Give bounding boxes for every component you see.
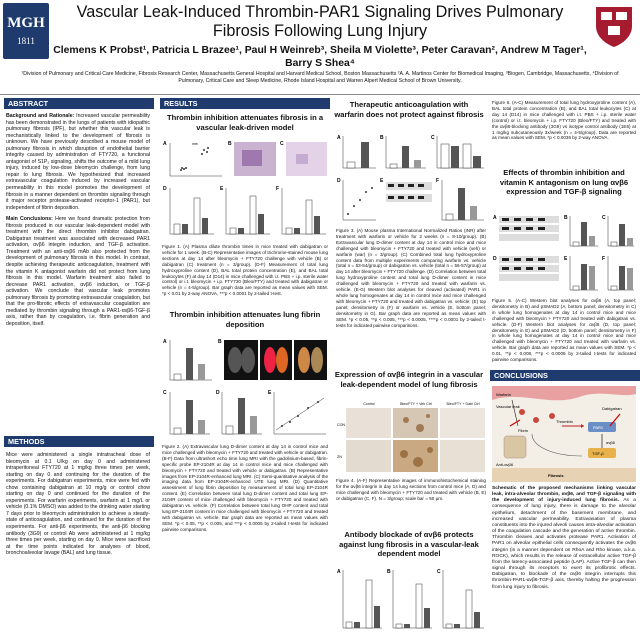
figure-2-graphics (162, 336, 328, 440)
main-conclusions-label: Main Conclusions: (6, 216, 53, 223)
figure-5-western-panels (492, 212, 636, 294)
svg-text:E: E (564, 256, 568, 262)
svg-text:B: B (387, 569, 391, 575)
abstract-body (6, 113, 150, 333)
svg-text:B: B (380, 135, 384, 141)
fig7-title: Effects of thrombin inhibition and vitamin K antagonism on lung αvβ6 expression and TGF-β signaling (499, 168, 629, 196)
poster-affiliations: ¹Division of Pulmonary and Critical Care Medicine, Fibrosis Research Center, Massachusetts General Hospital and Harvard Medical School, Boston Massachusetts ²A. A. Martinos Center for Biomedical Imaging, ³Biogen, Cambridge, Massachusetts, ⁴Division of Pulmonary, Critical Care and Sleep Medicine, Rhode Island Hospital and Warren Alpert Medical School of Brown University. (21, 71, 619, 84)
poster-title: Vascular Leak-Induced Thrombin-PAR1 Signaling Drives Pulmonary Fibrosis Following Lung Injury (76, 3, 564, 40)
svg-text:D: D (163, 186, 167, 192)
background-label: Background and Rationale: (6, 113, 75, 119)
background-text: Increased vascular permeability has been demonstrated in the lungs of patients with idiopathic pulmonary fibrosis (IPF), but whether this vascular leak is mechanistically linked to the development of fibrosis is unknown. We have previously described a mouse model of pulmonary fibrosis in which disruption of endothelial barrier integrity caused by administration of FTY720, a functional antagonist of S1P₁ signaling, shifts the outcome of a mild lung injury, induced by low-dose bleomycin challenge, from lung repair to lung fibrosis. We hypothesized that increased extravascular coagulation induced by increased vascular permeability in this model promotes the development of fibrosis in a manner dependent on thrombin signaling through it major receptor protease-activated receptor-1 (PAR1), but independent of fibrin deposition. (6, 113, 150, 211)
mgh-logo (3, 3, 49, 59)
logo-year: 1811 (17, 36, 35, 46)
svg-text:B: B (228, 141, 232, 147)
mechanism-schematic-graphics (492, 386, 636, 482)
fig1-title: Thrombin inhibition attenuates fibrosis in a vascular leak-driven model (166, 113, 324, 132)
svg-text:B: B (218, 339, 222, 345)
main-conclusions-text: Here we found dramatic protection from fibrosis produced in our vascular leak-dependent model with treatment with the direct thrombin inhibitor dabigatran. Dabigatran treatment was associated with decreased PAR1 activation, αvβ6 integrin induction, and TGF-β activation. Treatment with an anti-αvβ6 mAb also protected from the development of pulmonary fibrosis in this model. In contrast, despite achieving therapeutic anticoagulation, treatment with the vitamin K antagonist warfarin did not protect from lung fibrosis in this model. Warfarin treatment also failed to decrease PAR1 activation, αvβ6 induction, or TGF-β activation. We conclude that vascular leak promotes pulmonary fibrosis by promoting extravascular coagulation, but that the pro-fibrotic effects of extravascular coagulation are mediated by thrombin signaling through a PAR1-αvβ6-TGF-β axis, rather than by coagulation, i.e. fibrin generation and deposition, itself. (6, 216, 150, 327)
svg-text:A: A (337, 135, 341, 141)
svg-text:F: F (276, 186, 280, 192)
svg-text:E: E (380, 178, 384, 184)
figure-1-graphics (162, 138, 328, 240)
svg-text:A: A (163, 141, 167, 147)
schematic-label-par1: PAR1 (593, 425, 604, 430)
svg-text:C: C (431, 135, 435, 141)
logo-text: MGH (7, 15, 45, 31)
schematic-label-fibrosis: Fibrosis (548, 473, 564, 478)
fig5-title: Antibody blockade of αvβ6 protects against lung fibrosis in a vascular-leak dependent model (339, 530, 479, 558)
svg-text:A: A (337, 569, 341, 575)
fig6-caption: Figure 6. (A-C) Measurement of total lung hydroxyproline content (A), BAL total protein concentration (B), and BAL total leukocytes (C) at day 14 (D14) in mice challenged with i.t. PBS + i.p. sterile water (control) or i.t. bleomycin + i.p. FTY720 (Bleo/FTY) and treated with the αvβ6-blocking antibody (3G9) vs isotype control antibody (1E6) at 1 mg/kg subcutaneously 3x/week (n = 4-5/group). Data are reported as mean values with SEM. *p < 0.0036 by 2-way ANOVA. (492, 100, 636, 141)
methods-body: Mice were administered a single intratracheal dose of bleomycin at 0.1 U/kg on day 0 and administered intraperitoneal FTY720 at 1 mg/kg three times per week, starting on day 0 and continuing for the duration of the experiments. For dabigatran experiments, mice were fed with chow containing dabigatran at 10 mg/g or control chow starting on day 0 and continued for the duration of the experiments. For warfarin experiments, warfarin at 1 mg/L or vehicle (0.1% DMSO) was added to the drinking water starting 7 days prior to bleomycin administration to achieve a steady-state of anticoagulation, and continued for the duration of the experiments. For anti-β6 experiments, the anti-β6 blocking antibody (3G9) or control Ab were administered at 1 mg/kg three times per week, starting on day 0. Mice were sacrificed at the time points indicated for analyses of blood, bronchoalveolar lavage (BAL) and lung tissue. (6, 452, 150, 557)
figure-4-graphics (336, 402, 486, 474)
abstract-heading: ABSTRACT (4, 98, 154, 109)
fig5-caption: Figure 5. (A-C) Western blot analyses for αvβ6 (A, top panel; densitometry in B) and pSMAD2 (A, bottom panel; densitometry in C) in whole lung homogenates at day 14 in control mice and mice challenged with bleomycin + FTY720 and treated with dabigatran vs. vehicle. (D-F) Western blot analyses for αvβ6 (D, top panel; densitometry in E) and pSMAD2 (D, bottom panel; densitometry in F) in whole lung homogenates at day 14 in control mice and mice challenged with bleomycin + FTY720 and treated with warfarin vs. vehicle. Bar graph data are reported as mean values with SEM. *p < 0.01, **p < 0.008, ***p < 0.0005 by 2-tailed t-tests for indicated pairwise comparisons. (492, 298, 636, 363)
svg-text:D: D (216, 390, 220, 396)
figure-5-western-graphics (492, 212, 636, 294)
schematic-label-thrombin: Thrombin (556, 419, 573, 424)
figure-4-panels (336, 402, 486, 474)
schematic-label-avb6: αvβ6 (606, 440, 615, 445)
figure-3-panels (336, 132, 486, 224)
schematic-label-dabigatran: Dabigatran (602, 406, 622, 411)
mechanism-schematic (492, 386, 636, 482)
svg-text:E: E (268, 390, 272, 396)
fig4-col-control: Control (363, 402, 375, 406)
svg-text:C: C (602, 215, 606, 221)
figure-1-panels (162, 138, 328, 240)
figure-3-graphics (336, 132, 486, 224)
svg-text:CON: CON (337, 423, 345, 427)
poster-header (0, 0, 640, 92)
fig4-col-dabi: Bleo/FTY + Dabi Ctrl (446, 402, 480, 406)
fig2-caption: Figure 2. (A) Extravascular lung D-dimer content at day 14 in control mice and mice challenged with bleomycin + FTY720 and treated with vehicle or dabigatran. (B-F) Data from ultrashort echo time lung MRI with the gadolinium-based, fibrin-specific probe EP-2104R at day 14 in control mice and mice challenged with bleomycin + FTY720 and treated with vehicle or dabigatran. (B) Representative images from EP-2104R-enhanced lung MRI. (C) Semi-quantitative analysis of the imaging data from EP-2104R-enhanced UTE lung MRI. (D) Quantitative assessment of lung fibrin deposition by measurement of total lung EP-2104R content. (E) Correlation between total lung D-dimer content and total lung EP-2104R content of mice challenged with bleomycin + FTY720 and treated with dabigatran vs. vehicle. (F) Correlation between total lung OHP content and total lung EP-2104R content in mice challenged with bleomycin + FTY720 and treated with dabigatran vs. vehicle. Bar graph data are reported as mean values with SEM. *p < 0.05, **p < 0.005, and ***p < 0.0005 by 2-tailed t-tests for indicated pairwise comparisons. (162, 444, 328, 532)
conclusions-bold: Schematic of the proposed mechanisms linking vascular leak, intra-alveolar thrombin, αvβ6, and TGF-β signaling with the development of injury-induced lung fibrosis. (492, 486, 636, 504)
svg-text:D: D (337, 178, 341, 184)
header-divider (0, 94, 640, 95)
poster-authors: Clemens K Probst¹, Patricia L Brazee¹, Paul H Weinreb³, Sheila M Violette³, Peter Caravan², Andrew M Tager¹, Barry S Shea⁴ (53, 45, 587, 69)
svg-text:C: C (437, 569, 441, 575)
svg-text:D: D (493, 256, 497, 262)
conclusions-text: As a consequence of lung injury, there is damage to the alveolar epithelium, detachment of the basement membrane, and increased vascular permeability. Extravasation of plasma constituents into the injured alveoli causes intra-alveolar activation of the coagulation cascade and the generation of active thrombin. Thrombin cleaves and activates protease PAR1. Activation of PAR1 on alveolar epithelial cells consequently activates the αvβ6 integrin (in a manner dependent on RhoA and Rho kinase, a.k.a. ROCK), which results in the release of extracellular active TGF-β from the latency-associated peptide (LAP). Active TGF-β can then signal through its receptors to exert its profibrotic effects. Dabigatran, to blockade of the αvβ6 integrin interrupts this thrombin-PAR1-αvβ6-TGF-β axis, thereby halting the progression from lung injury to fibrosis. (492, 498, 637, 590)
fig3-title: Therapeutic anticoagulation with warfarin does not protect against fibrosis (334, 100, 484, 119)
svg-text:E: E (220, 186, 224, 192)
svg-text:F: F (436, 178, 440, 184)
svg-text:F: F (602, 256, 606, 262)
svg-text:A: A (163, 339, 167, 345)
figure-5-graphics (336, 566, 486, 634)
fig4-col-vehicle: Bleo/FTY + Veh Ctrl (400, 402, 432, 406)
figure-2-panels (162, 336, 328, 440)
harvard-shield-icon (592, 4, 636, 48)
results-heading: RESULTS (160, 98, 330, 109)
schematic-label-tgfb: TGF-β (592, 451, 604, 456)
schematic-label-fibrin: Fibrin (518, 428, 529, 433)
schematic-label-warfarin: Warfarin (496, 392, 511, 397)
svg-text:***: *** (192, 143, 198, 149)
svg-text:C: C (280, 141, 284, 147)
fig4-title: Expression of αvβ6 integrin in a vascular leak-dependent model of lung fibrosis (334, 370, 484, 389)
methods-heading: METHODS (4, 436, 154, 447)
figure-5-panels (336, 566, 486, 634)
fig1-caption: Figure 1. (A) Plasma dilute thrombin times in mice treated with dabigatran or vehicle for 1 week. (B-C) Representative images of trichrome-stained mouse lung sections at day 14 after bleomycin + FTY720 challenge with vehicle (B) or dabigatran (C) treatment (n = 3/group). (D-F) Measurement of total lung hydroxyproline content (D), BAL total protein concentration (E), and BAL total leukocytes (F) at day 14 (D14) in mice challenged with i.t. PBS + i.p. sterile water control) or i.t. bleomycin + i.p. FTY720 (Bleo/FTY) and treated with dabigatran or vehicle (n = 4-5/group). Bar graph data are reported as mean values with SEM. *p < 0.01 by 2-way ANOVA, ***p < 0.0001 by 2-tailed t-test. (162, 244, 328, 297)
conclusions-heading: CONCLUSIONS (490, 370, 640, 381)
fig4-caption: Figure 4. (A-F) Representative images of immunohistochemical staining for the αvβ6 integrin in day 14 lung sections from control mice (A, D) and mice challenged with bleomycin + FTY720 and treated with vehicle (B, E) or dabigatran (C, F). N = 3/group; scale bar = 50 μm. (336, 478, 486, 501)
svg-text:B: B (564, 215, 568, 221)
svg-text:ZN: ZN (337, 455, 342, 459)
fig2-title: Thrombin inhibition attenuates lung fibrin deposition (169, 310, 321, 329)
schematic-label-anti-avb6: Anti-αvβ6 (496, 462, 514, 467)
svg-text:C: C (163, 390, 167, 396)
fig3-caption: Figure 3. (A) Mouse plasma International Normalized Ratios (INR) after treatment with warfarin or vehicle for 2 weeks (n = 8-10/group). (B) Extravascular lung D-dimer content at day 14 in control mice and mice challenged with bleomycin + FTY720 and treated with vehicle (veh) or warfarin (war) (n = 3/group). (C) Combined total lung hydroxyproline content data from multiple experiments comparing warfarin vs. vehicle (total n = 53-54/group) or dabigatran vs. vehicle (total n = 56-57/group) at day 14 after bleomycin + FTY720 challenge. (D) Correlation between total lung hydroxyproline content and total lung D-dimer content in mice challenged with bleomycin + FTY720 and treated with warfarin vs. vehicle. (E-G) Western blot analyses for cleaved (activated) PAR1 in whole lung homogenates at day 14 in control mice and mice challenged with bleomycin + FTY720 and treated with dabigatran vs. vehicle: (E) top panel; densitometry in (F) or warfarin vs. vehicle (E, bottom panel; densitometry in G). Bar graph data are reported as mean values with SEM. *p < 0.05, **p < 0.005, ***p < 0.0005, ****p < 0.0001 by 2-tailed t-tests for indicated pairwise comparisons. (336, 228, 487, 328)
svg-text:A: A (493, 215, 497, 221)
schematic-label-leak: Vascular leak (496, 404, 520, 409)
conclusions-body (492, 486, 636, 591)
